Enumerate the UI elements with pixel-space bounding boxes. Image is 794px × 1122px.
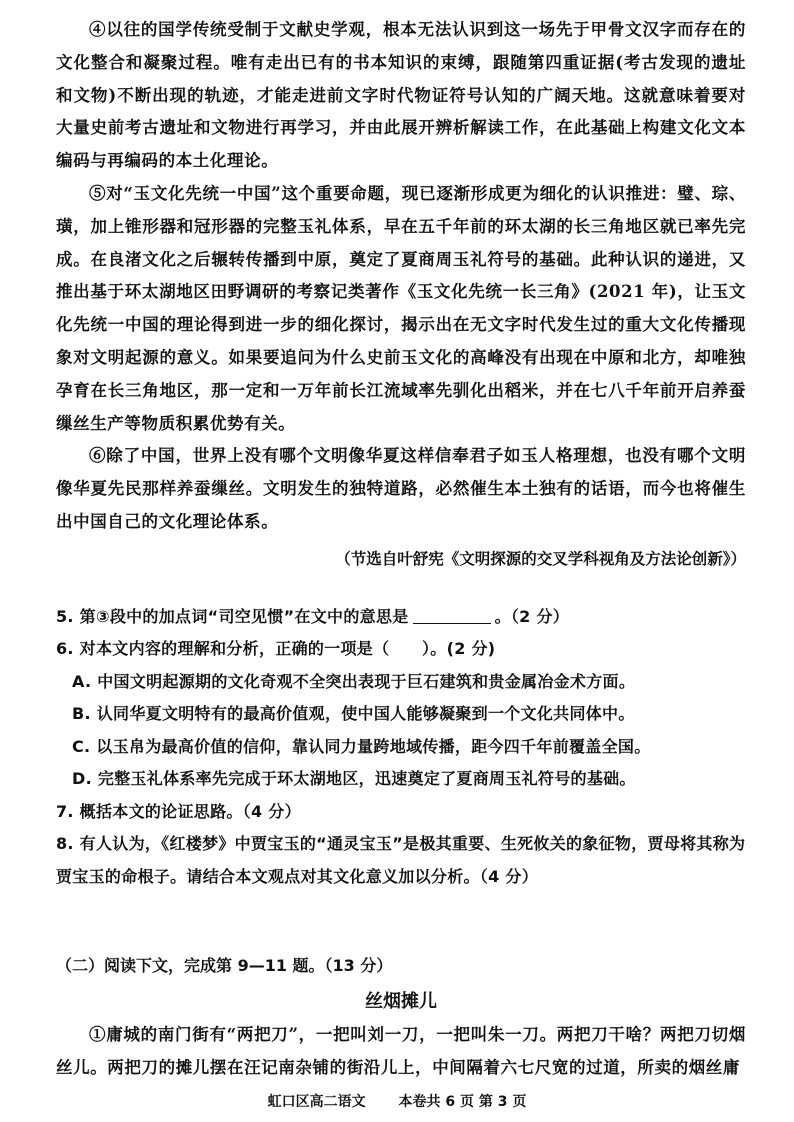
question-5-text: 5. 第③段中的加点词“司空见惯”在文中的意思是 [56,606,409,626]
question-7: 7. 概括本文的论证思路。（4 分） [56,801,301,821]
exam-page [56,14,746,1085]
section-2-heading: （二）阅读下文，完成第 9—11 题。（13 分） [56,956,393,976]
option-b: B. 认同华夏文明特有的最高价值观，使中国人能够凝聚到一个文化共同体中。 [72,704,635,724]
source-citation: （节选自叶舒宪《文明探源的交叉学科视角及方法论创新》） [335,548,746,568]
question-5-score: 。（2 分） [494,606,570,626]
section-2 [56,951,746,1085]
footer-page-count: 本卷共 6 页 第 3 页 [398,1094,527,1110]
passage [56,14,746,575]
story-title: 丝烟摊儿 [365,991,437,1013]
option-c: C. 以玉帛为最高价值的信仰，靠认同力量跨地域传播，距今四千年前覆盖全国。 [72,736,651,756]
footer-exam-name: 虹口区高二语文 [267,1094,366,1110]
questions [56,601,746,894]
page-footer [0,1091,794,1111]
question-6: 6. 对本文内容的理解和分析，正确的一项是（ ）。(2 分) [56,639,496,659]
answer-blank [413,605,491,624]
story-paragraph-1: ①庸城的南门街有“两把刀”，一把叫刘一刀，一把叫朱一刀。两把刀干啥？两把刀切烟丝儿。两把刀的摊儿摆在汪记南杂铺的街沿儿上，中间隔着六七尺宽的过道，所卖的烟丝庸 [56,1025,746,1078]
option-d: D. 完整玉礼体系率先完成于环太湖地区，迅速奠定了夏商周玉礼符号的基础。 [72,769,636,789]
paragraph-4: ④以往的国学传统受制于文献史学观，根本无法认识到这一场先于甲骨文汉字而存在的文化整合和凝聚过程。唯有走出已有的书本知识的束缚，跟随第四重证据(考古发现的遗址和文物)不断出现的轨迹，才能走进前文字时代物证符号认知的广阔天地。这就意味着要对大量史前考古遗址和文物进行再学习，并由此展开辨析解读工作，在此基础上构建文化文本编码与再编码的本土化理论。 [56,20,746,171]
question-8: 8. 有人认为，《红楼梦》中贾宝玉的“通灵宝玉”是极其重要、生死攸关的象征物，贾母将其称为贾宝玉的命根子。请结合本文观点对其文化意义加以分析。（4 分） [56,834,746,886]
question-5 [56,601,746,634]
paragraph-6: ⑥除了中国，世界上没有哪个文明像华夏这样信奉君子如玉人格理想，也没有哪个文明像华夏先民那样养蚕缫丝。文明发生的独特道路，必然催生本土独有的话语，而今也将催生出中国自己的文化理论体系。 [56,446,746,531]
option-a: A. 中国文明起源期的文化奇观不全突出表现于巨石建筑和贵金属冶金术方面。 [72,671,636,691]
paragraph-5: ⑤对“玉文化先统一中国”这个重要命题，现已逐渐形成更为细化的认识推进：璧、琮、璜，加上锥形器和冠形器的完整玉礼体系，早在五千年前的环太湖的长三角地区就已率先完成。在良渚文化之后辗转传播到中原，奠定了夏商周玉礼符号的基础。此种认识的递进，又推出基于环太湖地区田野调研的考察记类著作《玉文化先统一长三角》(2021 年)，让玉文化先统一中国的理论得到进一步的细化探讨，揭示出在无文字时代发生过的重大文化传播现象对文明起源的意义。如果要追问为什么史前玉文化的高峰没有出现在中原和北方，却唯独孕育在长三角地区，那一定和一万年前长江流域率先驯化出稻米，并在七八千年前开启养蚕缫丝生产等物质积累优势有关。 [56,183,746,433]
